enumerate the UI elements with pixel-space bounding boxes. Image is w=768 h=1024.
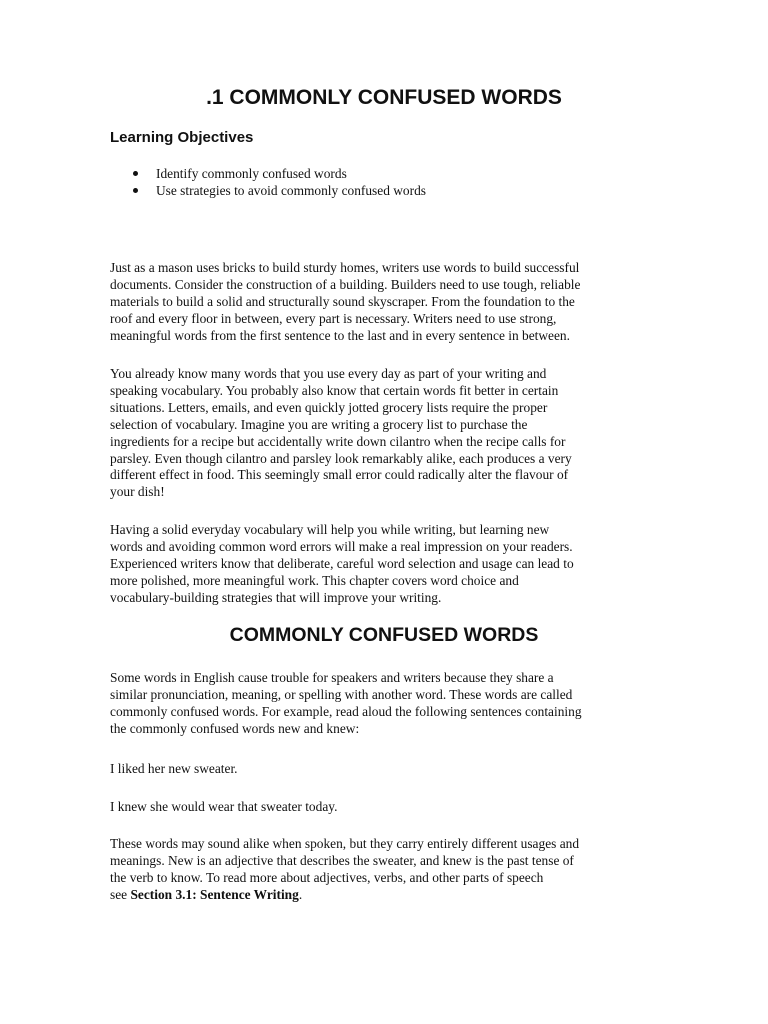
- paragraph-line: meanings. New is an adjective that describes the sweater, and knew is the past tense of: [110, 852, 574, 868]
- paragraph-line: commonly confused words. For example, read aloud the following sentences containing: [110, 703, 582, 719]
- paragraph-line: Experienced writers know that deliberate, careful word selection and usage can lead to: [110, 555, 574, 571]
- paragraph-line: words and avoiding common word errors will make a real impression on your readers.: [110, 538, 573, 554]
- example-sentence-1: I liked her new sweater.: [110, 761, 238, 776]
- paragraph-line: speaking vocabulary. You probably also know that certain words fit better in certain: [110, 382, 559, 398]
- learning-objectives-heading: Learning Objectives: [110, 129, 254, 146]
- list-item-text: Use strategies to avoid commonly confused words: [156, 183, 426, 198]
- paragraph-line: [110, 887, 658, 904]
- paragraph-line: documents. Consider the construction of a building. Builders need to use tough, reliable: [110, 276, 581, 292]
- section-intro-paragraph: [110, 670, 658, 738]
- paragraph-line: situations. Letters, emails, and even quickly jotted grocery lists require the proper: [110, 399, 548, 415]
- paragraph-line: parsley. Even though cilantro and parsley look remarkably alike, each produces a very: [110, 450, 572, 466]
- paragraph-line: These words may sound alike when spoken, but they carry entirely different usages and: [110, 836, 580, 851]
- section-heading: COMMONLY CONFUSED WORDS: [229, 624, 539, 646]
- list-item-text: Identify commonly confused words: [156, 166, 347, 181]
- paragraph-line: the verb to know. To read more about adjectives, verbs, and other parts of speech: [110, 869, 544, 885]
- paragraph-line: vocabulary-building strategies that will improve your writing.: [110, 589, 442, 605]
- page-title: .1 COMMONLY CONFUSED WORDS: [206, 86, 562, 109]
- paragraph-line: your dish!: [110, 484, 165, 500]
- bullet-icon: [133, 171, 138, 176]
- paragraph-line: different effect in food. This seemingly small error could radically alter the flavour of: [110, 467, 569, 483]
- paragraph-line: You already know many words that you use every day as part of your writing and: [110, 366, 547, 381]
- example-sentence-2: I knew she would wear that sweater today.: [110, 799, 338, 814]
- paragraph-line: more polished, more meaningful work. This chapter covers word choice and: [110, 572, 519, 588]
- paragraph-line: Having a solid everyday vocabulary will help you while writing, but learning new: [110, 522, 550, 537]
- paragraph-line: Some words in English cause trouble for speakers and writers because they share a: [110, 670, 554, 685]
- section-reference-link[interactable]: Section 3.1: Sentence Writing: [130, 886, 299, 902]
- paragraph-line: selection of vocabulary. Imagine you are writing a grocery list to purchase the: [110, 416, 528, 432]
- list-item: [110, 182, 426, 199]
- paragraph-line: meaningful words from the first sentence to the last and in every sentence in between.: [110, 327, 570, 343]
- list-item: [110, 165, 426, 182]
- paragraph-line: similar pronunciation, meaning, or spelling with another word. These words are called: [110, 686, 573, 702]
- paragraph-line: ingredients for a recipe but accidentally write down cilantro when the recipe calls for: [110, 433, 566, 449]
- bullet-icon: [133, 188, 138, 193]
- intro-paragraph-3: [110, 522, 658, 607]
- closing-prefix: see: [110, 886, 131, 902]
- intro-paragraph-2: [110, 366, 658, 501]
- closing-suffix: .: [298, 886, 303, 902]
- paragraph-line: Just as a mason uses bricks to build sturdy homes, writers use words to build successful: [110, 260, 580, 275]
- closing-paragraph: [110, 836, 658, 904]
- paragraph-line: the commonly confused words new and knew:: [110, 720, 360, 736]
- learning-objectives-list: [110, 165, 426, 199]
- intro-paragraph-1: [110, 260, 658, 345]
- paragraph-line: roof and every floor in between, every part is necessary. Writers need to use strong,: [110, 310, 557, 326]
- paragraph-line: materials to build a solid and structurally sound skyscraper. From the foundation to the: [110, 293, 575, 309]
